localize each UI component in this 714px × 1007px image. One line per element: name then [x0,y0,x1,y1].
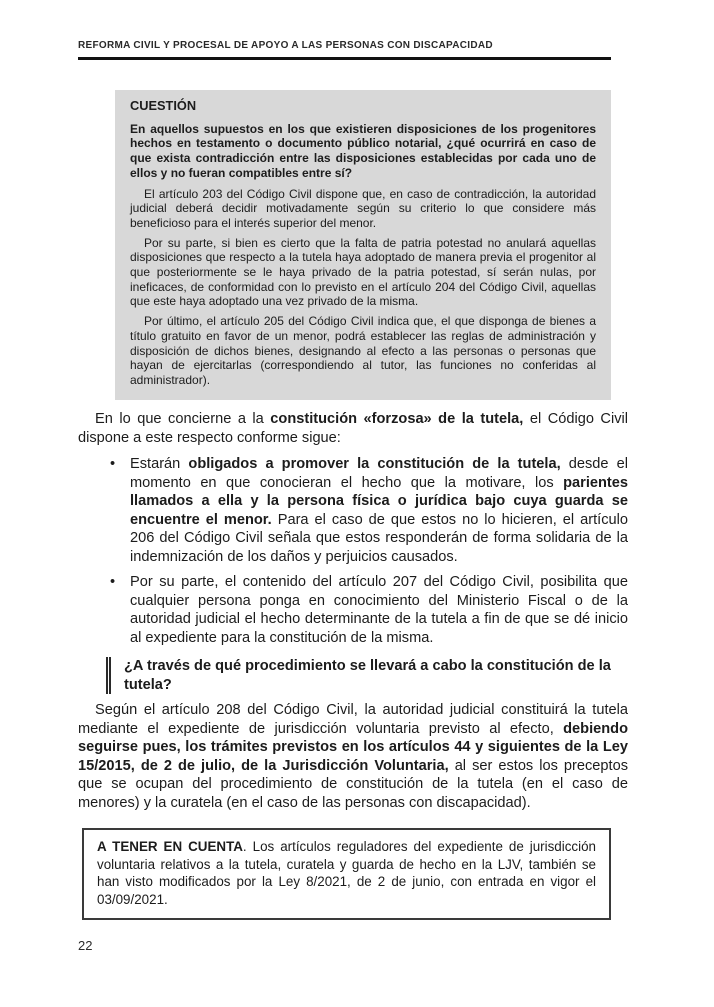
running-header [78,40,611,60]
bullet-text: Por su parte, el contenido del artículo 207 del Código Civil, posibilita que cualquier persona ponga en conocimiento del Ministerio Fiscal o de la autoridad judicial el hecho determinante de la tutela a fin de que se dé inicio al expediente para la constitución de la misma. [130,574,628,646]
page-number: 22 [78,938,93,953]
bullet-text: Estarán obligados a promover la constitución de la tutela, desde el momento en que conocieran el hecho que la motivare, los parientes llamados a ella y la persona física o jurídica bajo cuya guarda se encuentre el menor. Para el caso de que estos no lo hicieren, el artículo 206 del Código Civil señala que estos responderán de forma solidaria de la indemnización de los daños y perjuicios causados. [130,456,629,565]
running-header-title: REFORMA CIVIL Y PROCESAL DE APOYO A LAS PERSONAS CON DISCAPACIDAD [78,40,493,51]
intro-paragraph: En lo que concierne a la constitución «forzosa» de la tutela, el Código Civil dispone a este respecto conforme sigue: [78,411,628,446]
cuestion-question: En aquellos supuestos en los que existieren disposiciones de los progenitores hechos en testamento o documento público notarial, ¿qué ocurrirá en caso de que exista contradicción entre las disposiciones establecidas por cada uno de ellos y no fueran compatibles entre sí? [130,121,596,180]
bullet-marker-icon: • [110,574,116,590]
question-heading [78,657,628,694]
bullet-marker-icon: • [110,456,116,472]
note-box-title: A TENER EN CUENTA [97,839,243,854]
cuestion-paragraph: El artículo 203 del Código Civil dispone que, en caso de contradicción, la autoridad judicial deberá decidir motivadamente según su criterio lo que considere más beneficioso para el interés superior del menor. [130,186,596,230]
main-text-column [78,410,628,812]
double-bar-icon [106,657,111,694]
bullet-item [78,573,628,647]
cuestion-paragraph: Por último, el artículo 205 del Código Civil indica que, el que disponga de bienes a título gratuito en favor de un menor, podrá establecer las reglas de administración y disposición de dichos bienes, designando al efecto a las personas o personas que hayan de ejercitarlas (correspondiendo al tutor, las funciones no conferidas al administrador). [130,314,596,387]
cuestion-title: CUESTIÓN [130,98,197,113]
question-heading-text: ¿A través de qué procedimiento se llevará a cabo la constitución de la tutela? [124,658,611,693]
note-box [82,828,611,920]
body-paragraph: Según el artículo 208 del Código Civil, la autoridad judicial constituirá la tutela mediante el expediente de jurisdicción voluntaria previsto al efecto, debiendo seguirse pues, los trámites previstos en los artículos 44 y siguientes de la Ley 15/2015, de 2 de julio, de la Jurisdicción Voluntaria, al ser estos los preceptos que se ocupan del procedimiento de constitución de la tutela (en el caso de menores) y la curatela (en el caso de las personas con discapacidad). [78,702,629,811]
bullet-item [78,455,628,566]
cuestion-box [115,90,611,400]
cuestion-paragraph: Por su parte, si bien es cierto que la falta de patria potestad no anulará aquellas disposiciones que respecto a la tutela haya adoptado de manera previa el progenitor al que posteriormente se le haya privado de la patria potestad, sí serán nulas, por ineficaces, de conformidad con lo previsto en el artículo 204 del Código Civil, aquellas que este haya adoptado una vez privado de la misma. [130,235,596,309]
note-box-text: . Los artículos reguladores del expediente de jurisdicción voluntaria relativos a la tutela, curatela y guarda de hecho en la LJV, también se han visto modificados por la Ley 8/2021, de 2 de junio, con entrada en vigor el 03/09/2021. [97,839,596,907]
